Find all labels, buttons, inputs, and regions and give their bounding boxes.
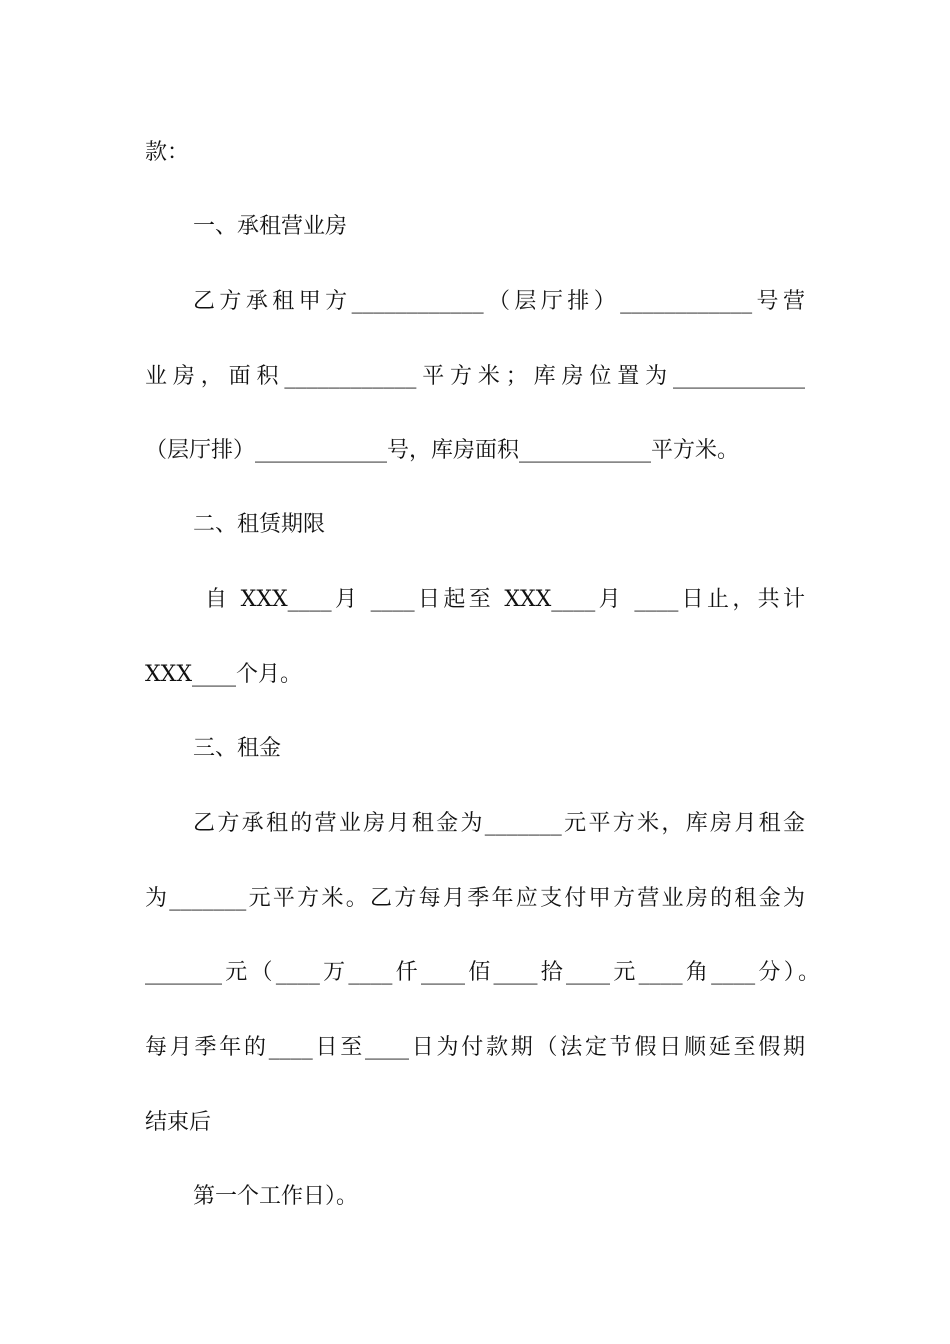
paragraph-line: 为_______元平方米。乙方每月季年应支付甲方营业房的租金为 <box>145 886 805 911</box>
paragraph-line: （层厅排）____________号，库房面积____________平方米。 <box>145 438 740 463</box>
paragraph-line: 自 XXX____月 ____日起至 XXX____月 ____日止，共计 <box>205 587 805 612</box>
section-heading-2: 二、租赁期限 <box>193 512 326 537</box>
clause-intro-text: 款： <box>145 140 190 165</box>
paragraph-line: 乙方承租甲方____________（层厅排）____________号营 <box>193 289 805 314</box>
paragraph-line: _______元（____万____仟____佰____拾____元____角____分）。 <box>145 960 820 985</box>
paragraph-line: XXX____个月。 <box>145 662 302 687</box>
section-heading-1: 一、承租营业房 <box>193 214 348 239</box>
paragraph-line: 结束后 <box>145 1110 212 1135</box>
paragraph-line: 每月季年的____日至____日为付款期（法定节假日顺延至假期 <box>145 1035 805 1060</box>
section-heading-3: 三、租金 <box>193 736 282 761</box>
paragraph-line: 第一个工作日）。 <box>193 1184 359 1209</box>
paragraph-line: 乙方承租的营业房月租金为_______元平方米，库房月租金 <box>193 811 805 836</box>
paragraph-line: 业房，面积____________平方米；库房位置为____________ <box>145 364 805 389</box>
